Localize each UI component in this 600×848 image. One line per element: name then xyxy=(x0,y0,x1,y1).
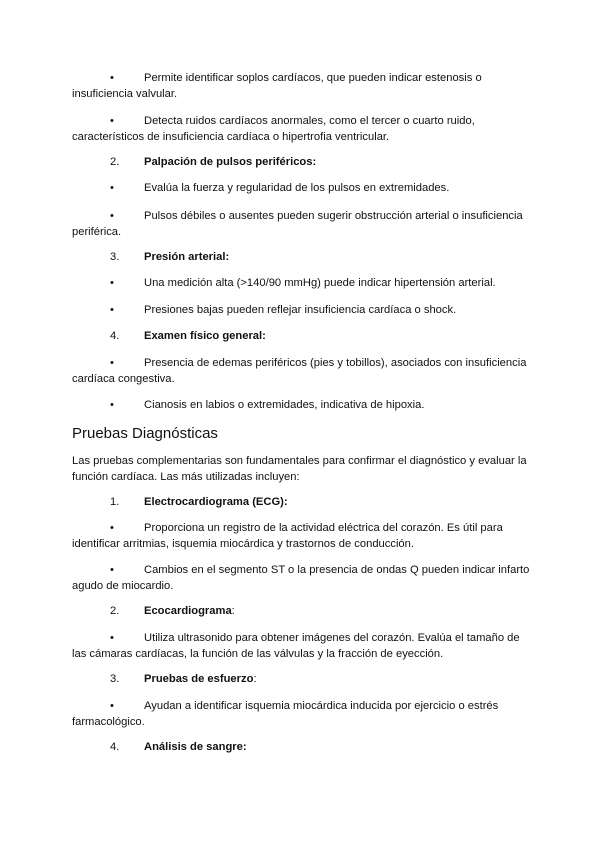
numbered-label: Ecocardiograma xyxy=(144,605,232,617)
bullet-text: Utiliza ultrasonido para obtener imágenes del corazón. Evalúa el tamaño de las cámaras cardíacas, la función de las válvulas y la fracción de eyección. xyxy=(72,632,520,660)
numbered-item xyxy=(72,155,532,171)
bullet-marker: • xyxy=(110,399,114,411)
numbered-suffix: : xyxy=(231,605,235,617)
bullet-text: Detecta ruidos cardíacos anormales, como el tercer o cuarto ruido, característicos de insuficiencia cardíaca o hipertrofia ventricular. xyxy=(72,115,475,143)
bullet-text: Evalúa la fuerza y regularidad de los pulsos en extremidades. xyxy=(144,182,450,194)
bullet-text: Pulsos débiles o ausentes pueden sugerir obstrucción arterial o insuficiencia periférica. xyxy=(72,210,523,238)
bullet-marker: • xyxy=(110,564,114,576)
number-marker: 2. xyxy=(110,605,120,617)
bullet-item xyxy=(72,209,532,240)
bullet-marker: • xyxy=(110,210,114,222)
bullet-item xyxy=(72,181,532,197)
bullet-item xyxy=(72,303,532,319)
bullet-text: Presencia de edemas periféricos (pies y tobillos), asociados con insuficiencia cardíaca congestiva. xyxy=(72,357,527,385)
number-marker: 2. xyxy=(110,156,120,168)
bullet-marker: • xyxy=(110,632,114,644)
bullet-marker: • xyxy=(110,277,114,289)
bullet-item xyxy=(72,71,532,102)
bullet-item xyxy=(72,356,532,387)
bullet-marker: • xyxy=(110,182,114,194)
bullet-text: Permite identificar soplos cardíacos, que pueden indicar estenosis o insuficiencia valvular. xyxy=(72,72,482,100)
number-marker: 4. xyxy=(110,741,120,753)
intro-paragraph: Las pruebas complementarias son fundamentales para confirmar el diagnóstico y evaluar la función cardíaca. Las más utilizadas incluyen: xyxy=(72,455,527,483)
numbered-item xyxy=(72,250,532,266)
bullet-text: Cianosis en labios o extremidades, indicativa de hipoxia. xyxy=(144,399,425,411)
number-marker: 1. xyxy=(110,496,120,508)
numbered-label: Presión arterial: xyxy=(144,251,230,263)
numbered-label: Examen físico general: xyxy=(144,330,266,342)
bullet-item xyxy=(72,276,532,292)
bullet-marker: • xyxy=(110,357,114,369)
number-marker: 3. xyxy=(110,251,120,263)
bullet-item xyxy=(72,114,532,145)
bullet-item xyxy=(72,398,532,414)
bullet-text: Cambios en el segmento ST o la presencia de ondas Q pueden indicar infarto agudo de miocardio. xyxy=(72,564,530,592)
bullet-text: Proporciona un registro de la actividad eléctrica del corazón. Es útil para identificar arritmias, isquemia miocárdica y trastornos de conducción. xyxy=(72,522,503,550)
bullet-marker: • xyxy=(110,115,114,127)
bullet-marker: • xyxy=(110,72,114,84)
bullet-text: Presiones bajas pueden reflejar insuficiencia cardíaca o shock. xyxy=(144,304,457,316)
number-marker: 3. xyxy=(110,673,120,685)
bullet-item xyxy=(72,699,532,730)
bullet-text: Una medición alta (>140/90 mmHg) puede indicar hipertensión arterial. xyxy=(144,277,496,289)
numbered-label: Análisis de sangre: xyxy=(144,741,247,753)
numbered-label: Palpación de pulsos periféricos: xyxy=(144,156,317,168)
section-heading: Pruebas Diagnósticas xyxy=(72,425,218,442)
bullet-text: Ayudan a identificar isquemia miocárdica inducida por ejercicio o estrés farmacológico. xyxy=(72,700,499,728)
bullet-item xyxy=(72,563,532,594)
bullet-marker: • xyxy=(110,304,114,316)
numbered-item xyxy=(72,495,532,511)
numbered-label: Pruebas de esfuerzo xyxy=(144,673,254,685)
number-marker: 4. xyxy=(110,330,120,342)
bullet-item xyxy=(72,631,532,662)
bullet-marker: • xyxy=(110,700,114,712)
bullet-marker: • xyxy=(110,522,114,534)
bullet-item xyxy=(72,521,532,552)
numbered-suffix: : xyxy=(253,673,257,685)
numbered-item xyxy=(72,740,532,756)
numbered-item xyxy=(72,329,532,345)
numbered-item xyxy=(72,604,532,620)
numbered-label: Electrocardiograma (ECG): xyxy=(144,496,288,508)
numbered-item xyxy=(72,672,532,688)
